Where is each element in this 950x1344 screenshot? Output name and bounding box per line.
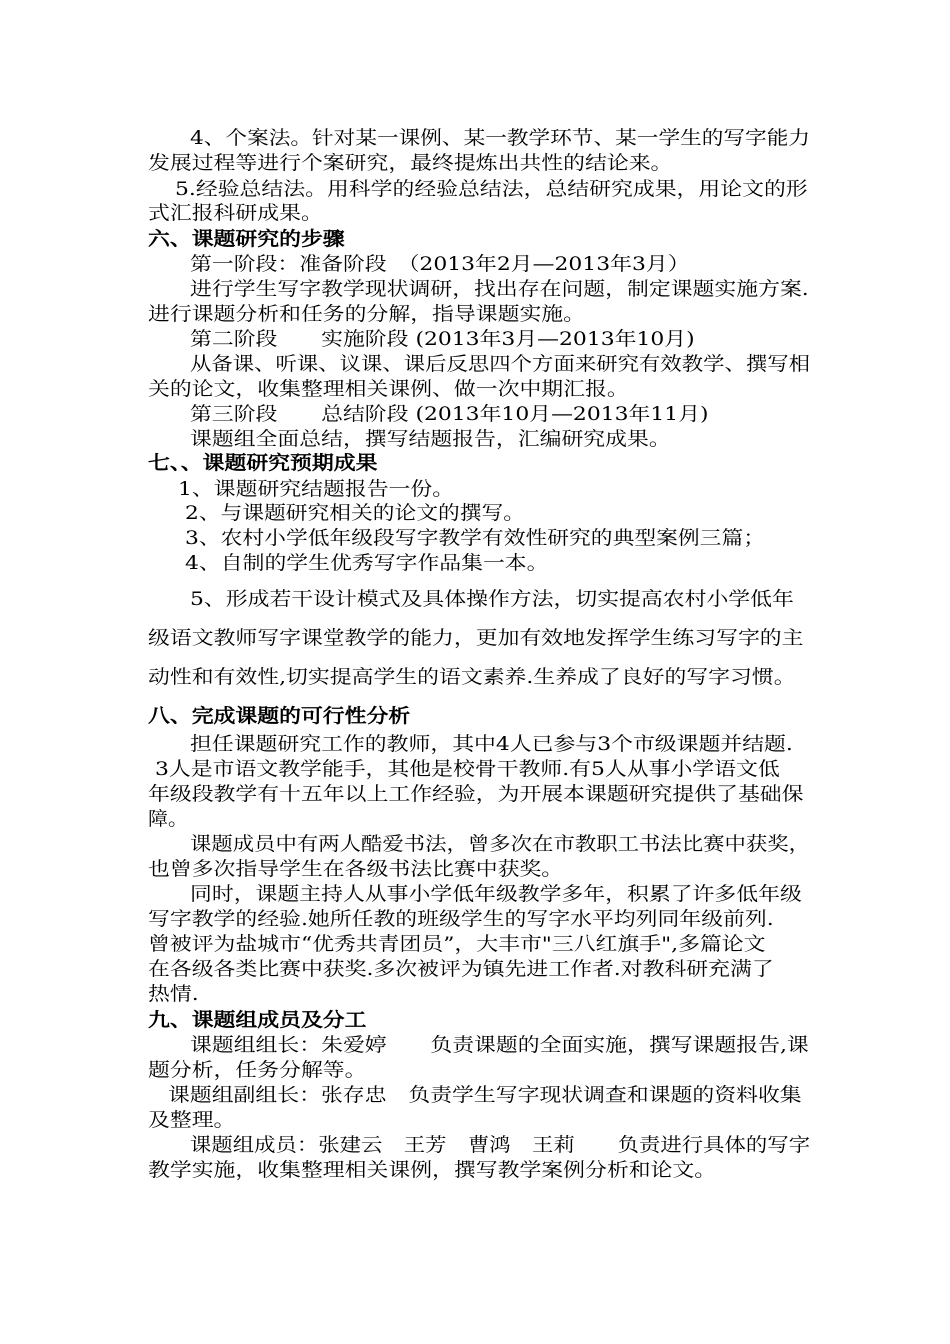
list-item: 3、农村小学低年级段写字教学有效性研究的典型案例三篇； (185, 527, 765, 549)
paragraph-line: 进行学生写字教学现状调研，找出存在问题，制定课题实施方案. (190, 278, 809, 300)
paragraph-line: 也曾多次指导学生在各级书法比赛中获奖。 (148, 858, 564, 880)
section-heading: 九、课题组成员及分工 (148, 1009, 367, 1031)
paragraph-line: 5.经验总结法。用科学的经验总结法，总结研究成果，用论文的形 (175, 178, 808, 200)
list-item: 4、自制的学生优秀写字作品集一本。 (185, 552, 549, 574)
paragraph-line: 3人是市语文教学能手，其他是校骨干教师.有5人从事小学语文低 (155, 758, 780, 780)
paragraph-line: 课题组全面总结，撰写结题报告，汇编研究成果。 (190, 428, 671, 450)
paragraph-line: 第三阶段 总结阶段 (2013年10月—2013年11月) (190, 403, 709, 425)
paragraph-line: 及整理。 (148, 1109, 236, 1131)
paragraph-line: 担任课题研究工作的教师，其中4人已参与3个市级课题并结题. (190, 733, 793, 755)
paragraph-line: 进行课题分析和任务的分解，指导课题实施。 (148, 303, 586, 325)
section-heading: 八、完成课题的可行性分析 (148, 705, 411, 727)
paragraph-line: 课题组组长：朱爱婷 负责课题的全面实施，撰写课题报告,课 (190, 1034, 809, 1056)
paragraph-line: 级语文教师写字课堂教学的能力，更加有效地发挥学生练习写字的主 (148, 627, 804, 649)
paragraph-line: 写字教学的经验.她所任教的班级学生的写字水平均列同年级前列. (148, 908, 774, 930)
paragraph-line: 障。 (148, 808, 188, 830)
paragraph-line: 发展过程等进行个案研究，最终提炼出共性的结论来。 (148, 152, 673, 174)
paragraph-line: 从备课、听课、议课、课后反思四个方面来研究有效教学、撰写相 (190, 353, 810, 375)
list-item: 2、与课题研究相关的论文的撰写。 (185, 502, 525, 524)
paragraph-line: 课题成员中有两人酷爱书法，曾多次在市教职工书法比赛中获奖， (190, 833, 810, 855)
paragraph-line: 第一阶段：准备阶段 （2013年2月—2013年3月） (190, 253, 690, 275)
paragraph-line: 在各级各类比赛中获奖.多次被评为镇先进工作者.对教科研充满了 (148, 958, 774, 980)
paragraph-line: 第二阶段 实施阶段 (2013年3月—2013年10月) (190, 328, 695, 350)
paragraph-line: 题分析，任务分解等。 (148, 1059, 367, 1081)
section-heading: 六、课题研究的步骤 (148, 228, 345, 250)
paragraph-line: 热情. (148, 983, 199, 1005)
list-item: 1、课题研究结题报告一份。 (178, 478, 455, 500)
paragraph-line: 曾被评为盐城市“优秀共青团员”，大丰市"三八红旗手",多篇论文 (148, 933, 766, 955)
paragraph-line: 教学实施，收集整理相关课例，撰写教学案例分析和论文。 (148, 1159, 717, 1181)
paragraph-line: 4、个案法。针对某一课例、某一教学环节、某一学生的写字能力 (190, 127, 810, 149)
paragraph-line: 动性和有效性,切实提高学生的语文素养.生养成了良好的写字习惯。 (148, 666, 796, 688)
paragraph-line: 关的论文，收集整理相关课例、做一次中期汇报。 (148, 378, 629, 400)
section-heading: 七、、课题研究预期成果 (148, 452, 378, 474)
paragraph-line: 式汇报科研成果。 (148, 202, 323, 224)
paragraph-line: 课题组副组长：张存忠 负责学生写字现状调查和课题的资料收集 (168, 1084, 802, 1106)
list-item: 5、形成若干设计模式及具体操作方法，切实提高农村小学低年 (190, 588, 794, 610)
paragraph-line: 课题组成员：张建云 王芳 曹鸿 王莉 负责进行具体的写字 (190, 1134, 810, 1156)
paragraph-line: 同时，课题主持人从事小学低年级教学多年，积累了许多低年级 (190, 883, 802, 905)
paragraph-line: 年级段教学有十五年以上工作经验，为开展本课题研究提供了基础保 (148, 783, 804, 805)
